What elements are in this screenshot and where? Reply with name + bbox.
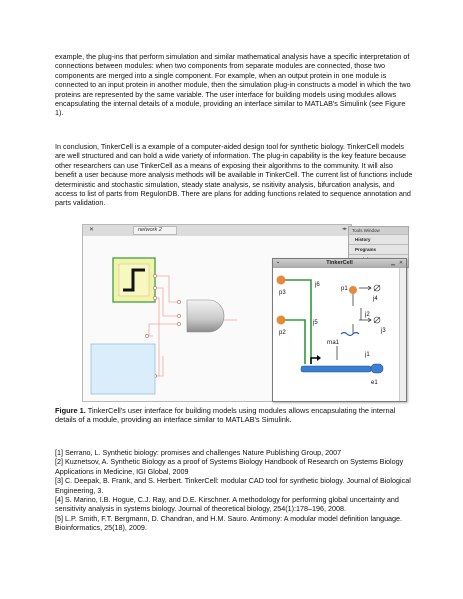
window-menu-icon[interactable]: ▪ [277,260,279,266]
label-p2: p2 [279,330,286,336]
tab-network[interactable]: network 2 [133,226,177,235]
gene-icon [301,366,371,372]
protein-p3-icon [277,276,286,285]
scrollbar[interactable] [399,268,406,401]
tinkercell-window [272,258,407,402]
tool-programs[interactable]: Programs [349,244,408,254]
figure-label: Figure 1. [55,406,86,415]
tools-window-title: Tools Window [349,227,408,234]
body-paragraph-1: example, the plug-ins that perform simulation and similar mathematical analysis have a specific interpretation of connections between modules: when two components from separate modules are connected, those two components are merged into a single component. For example, when an output protein in one module is connected to an input protein in another module, then the simulation plug-in constructs a model in which the two proteins are represented by the same variable. The user interface for building models using modules allows encapsulating the internal details of a module, providing an interface similar to MATLAB's Simulink (see Figure 1). [55,52,411,118]
tool-history[interactable]: History [349,234,408,244]
reference-item: [5] L.P. Smith, F.T. Bergmann, D. Chandran, and H.M. Sauro. Antimony: A modular model definition language. Bioinformatics, 25(18), 2009. [55,513,403,533]
label-j4: j4 [373,296,378,302]
reference-item: [3] C. Deepak, B. Frank, and S. Herbert. TinkerCell: modular CAD tool for synthetic biology. Journal of Biological Engineering, 3. [55,476,411,495]
figure-screenshot [82,224,409,402]
step-module[interactable] [113,258,155,302]
blue-module[interactable] [91,344,155,394]
reference-list [55,448,415,533]
scroll-arrows-icon[interactable]: ◂▸ [341,226,347,232]
tinkercell-title: TinkerCell [326,260,353,266]
body-paragraph-2: In conclusion, TinkerCell is a example of a computer-aided design tool for synthetic biology. TinkerCell models are well structured and can hold a wide variety of information. The plug-in capability is the key feature because other researchers can use TinkerCell as a means of exposing their algorithms to the community. It will also benefit a user because more analysis methods will be available in TinkerCell. The current list of functions include deterministic and stochastic simulation, steady state analysis, se nsitivity analysis, bifurcation analysis, and access to list of parts from RegulonDB. There are plans for adding functions related to sequence annotation and parts validation. [55,142,413,208]
label-j5: j5 [313,320,318,326]
highlighted-connections [283,280,311,364]
reference-item: [2] Kuznetsov, A. Synthetic Biology as a proof of Systems Biology Handbook of Research on Systems Biology Applications in Medicine, IGI Global, 2009 [55,457,404,476]
close-icon[interactable]: ✕ [89,227,95,233]
close-icon[interactable]: ✕ [398,260,404,266]
reference-item: [1] Serrano, L. Synthetic biology: promises and challenges Nature Publishing Group, 2007 [55,448,342,457]
protein-p1-icon [349,286,357,294]
rna-icon [341,333,359,336]
minimize-icon[interactable]: ▁ [391,260,395,266]
label-j6: j6 [315,282,320,288]
label-j1: j1 [365,352,370,358]
label-j3: j3 [381,328,386,334]
terminator-icon [371,364,383,373]
and-gate-module[interactable] [187,300,224,332]
reference-item: [4] S. Marino, I.B. Hogue, C.J. Ray, and D.E. Kirschner. A methodology for performing global uncertainty and sensitivity analysis in systems biology. Journal of theoretical biology, 254(1):178–196, 2008. [55,495,399,514]
label-rna1: rna1 [327,340,340,346]
caption-text: TinkerCell's user interface for building models using modules allows encapsulating the internal details of a module, providing an interface similar to MATLAB's Simulink. [55,406,396,425]
label-e1: e1 [371,380,378,386]
label-j2: j2 [365,312,370,318]
network-diagram [273,268,402,403]
label-p1: p1 [341,286,348,292]
protein-p2-icon [277,316,286,325]
species-nodes [277,276,384,374]
label-p3: p3 [279,290,286,296]
tinkercell-canvas[interactable] [273,268,400,401]
reaction-arrows [337,286,371,360]
tinkercell-titlebar [273,259,406,268]
figure-caption [55,406,413,425]
